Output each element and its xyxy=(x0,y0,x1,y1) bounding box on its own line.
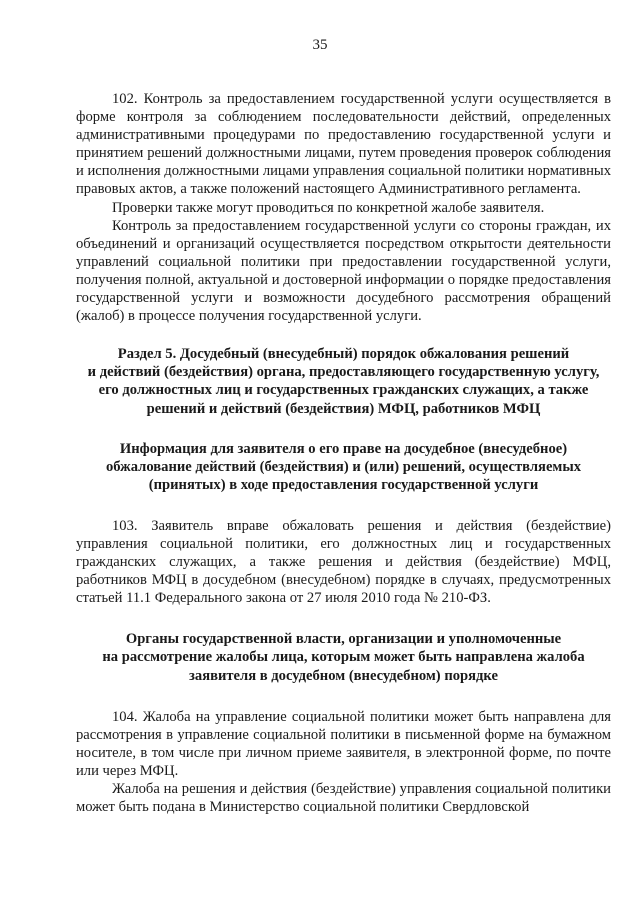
section-5-heading-line: Раздел 5. Досудебный (внесудебный) порядок обжалования решений xyxy=(117,346,570,363)
paragraph-104-ministry: Жалоба на решения и действия (бездействие) управления социальной политики может быть подана в Министерство социальной политики Свердловской xyxy=(76,781,611,816)
authorities-heading xyxy=(76,630,611,684)
section-5-heading-line: и действий (бездействия) органа, предоставляющего государственную услугу, xyxy=(87,364,600,381)
section-5-heading-line: его должностных лиц и государственных гражданских служащих, а также xyxy=(98,382,589,399)
authorities-heading-line: на рассмотрение жалобы лица, которым может быть направлена жалоба xyxy=(102,649,585,666)
section-5-heading-line: решений и действий (бездействия) МФЦ, работников МФЦ xyxy=(146,400,541,417)
page-number: 35 xyxy=(312,37,328,53)
paragraph-102: 102. Контроль за предоставлением государственной услуги осуществляется в форме контроля за соблюдением последовательности действий, определенных административными процедурами по предоставлению государственной услуги и принятием решений должностными лицами, путем проведения проверок соблюдения и исполнения должностными лицами управления социальной политики нормативных правовых актов, а также положений настоящего Административного регламента. xyxy=(76,91,611,198)
authorities-heading-line: Органы государственной власти, организации и уполномоченные xyxy=(125,631,562,648)
appeal-rights-heading-line: Информация для заявителя о его праве на досудебное (внесудебное) xyxy=(119,440,568,457)
authorities-heading-line: заявителя в досудебном (внесудебном) порядке xyxy=(189,667,498,684)
paragraph-102-public-control: Контроль за предоставлением государственной услуги со стороны граждан, их объединений и организаций осуществляется посредством открытости деятельности управлений социальной политики при предоставлении государственной услуги, получения полной, актуальной и достоверной информации о порядке предоставления государственной услуги и возможности досудебного рассмотрения обращений (жалоб) в процессе получения государственной услуги. xyxy=(76,217,611,325)
document-body xyxy=(76,90,611,816)
paragraph-103: 103. Заявитель вправе обжаловать решения и действия (бездействие) управления социальной политики, его должностных лиц и государственных гражданских служащих, а также решения и действия (бездействие) МФЦ, работников МФЦ в досудебном (внесудебном) порядке в случаях, предусмотренных статьей 11.1 Федерального закона от 27 июля 2010 года № 210-ФЗ. xyxy=(76,517,611,607)
appeal-rights-heading xyxy=(76,440,611,494)
section-5-heading xyxy=(76,345,611,417)
appeal-rights-heading-line: обжалование действий (бездействия) и (или) решений, осуществляемых xyxy=(105,458,582,475)
paragraph-102-complaint-checks: Проверки также могут проводиться по конкретной жалобе заявителя. xyxy=(112,199,545,216)
appeal-rights-heading-line: (принятых) в ходе предоставления государственной услуги xyxy=(148,476,539,493)
paragraph-104: 104. Жалоба на управление социальной политики может быть направлена для рассмотрения в управление социальной политики в письменной форме на бумажном носителе, в том числе при личном приеме заявителя, в электронной форме, по почте или через МФЦ. xyxy=(76,708,611,779)
